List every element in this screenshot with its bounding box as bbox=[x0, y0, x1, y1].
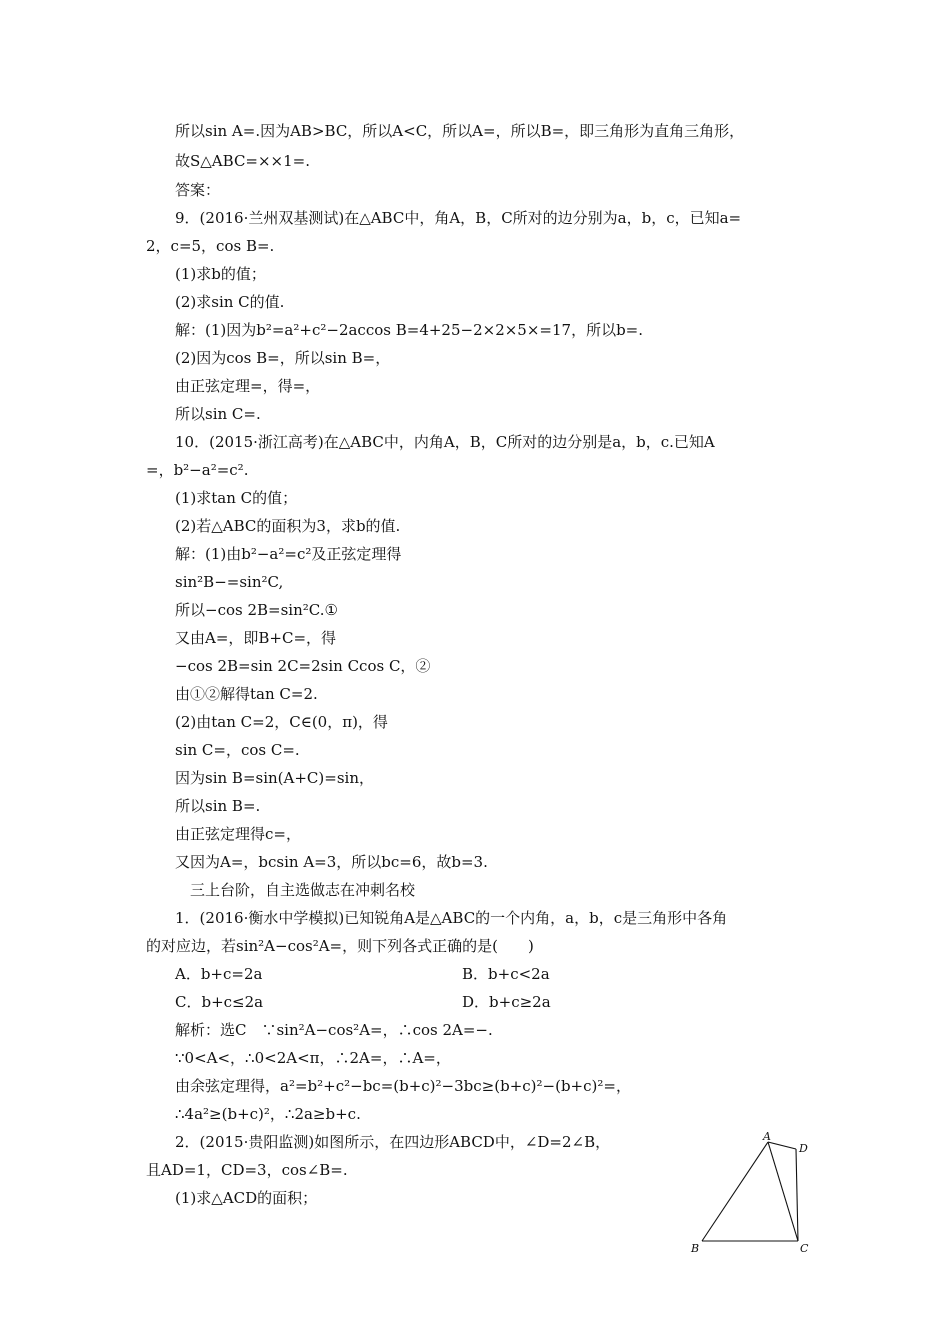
option-a: A．b+c=2a bbox=[175, 965, 263, 983]
text-line: 答案： bbox=[175, 181, 221, 199]
option-c: C．b+c≤2a bbox=[175, 993, 264, 1011]
text-line: 2，c=5，cos B=. bbox=[146, 237, 275, 255]
text-line: ∵0<A<，∴0<2A<π，∴2A=，∴A=， bbox=[175, 1049, 451, 1067]
text-line: 由正弦定理=，得=， bbox=[175, 377, 321, 395]
text-line: (2)由tan C=2，C∈(0，π)，得 bbox=[175, 713, 388, 731]
text-line: sin C=，cos C=. bbox=[175, 741, 300, 759]
problem-9-heading: 9．(2016·兰州双基测试)在△ABC中，角A，B，C所对的边分别为a，b，c，已知a= bbox=[175, 209, 742, 227]
text-line: 解析：选C ∵sin²A−cos²A=，∴cos 2A=−. bbox=[175, 1021, 493, 1039]
text-line: 又因为A=，bcsin A=3，所以bc=6，故b=3. bbox=[175, 853, 488, 871]
text-line: 由余弦定理得，a²=b²+c²−bc=(b+c)²−3bc≥(b+c)²−(b+c)²=， bbox=[175, 1077, 631, 1095]
text-line: −cos 2B=sin 2C=2sin Ccos C，② bbox=[175, 657, 431, 675]
text-line: (1)求b的值； bbox=[175, 265, 266, 283]
vertex-label-a: A bbox=[763, 1130, 771, 1143]
edge-dc bbox=[796, 1149, 798, 1241]
problem-1-heading: 1．(2016·衡水中学模拟)已知锐角A是△ABC的一个内角，a，b，c是三角形中各角 bbox=[175, 909, 728, 927]
text-line: (1)求△ACD的面积； bbox=[175, 1189, 318, 1207]
option-b: B．b+c<2a bbox=[462, 965, 550, 983]
option-d: D．b+c≥2a bbox=[462, 993, 551, 1011]
vertex-label-b: B bbox=[691, 1242, 700, 1255]
text-line: =，b²−a²=c². bbox=[146, 461, 249, 479]
edge-ac bbox=[768, 1142, 798, 1241]
problem-2-heading: 2．(2015·贵阳监测)如图所示，在四边形ABCD中，∠D=2∠B， bbox=[175, 1133, 611, 1151]
edge-ad bbox=[768, 1142, 796, 1149]
text-line: 解：(1)由b²−a²=c²及正弦定理得 bbox=[175, 545, 402, 563]
text-line: 由正弦定理得c=， bbox=[175, 825, 301, 843]
vertex-label-d: D bbox=[799, 1142, 808, 1155]
text-line: 且AD=1，CD=3，cos∠B=. bbox=[146, 1161, 348, 1179]
text-line: 的对应边，若sin²A−cos²A=，则下列各式正确的是( ) bbox=[146, 937, 534, 955]
text-line: 所以sin A=.因为AB>BC，所以A<C，所以A=，所以B=，即三角形为直角三角形， bbox=[175, 122, 745, 140]
problem-10-heading: 10．(2015·浙江高考)在△ABC中，内角A，B，C所对的边分别是a，b，c.已知A bbox=[175, 433, 715, 451]
text-line: 所以−cos 2B=sin²C.① bbox=[175, 601, 338, 619]
text-line: 故S△ABC=××1=. bbox=[175, 152, 311, 170]
text-line: 又由A=，即B+C=，得 bbox=[175, 629, 337, 647]
text-line: 解：(1)因为b²=a²+c²−2accos B=4+25−2×2×5×=17，所以b=. bbox=[175, 321, 644, 339]
text-line: (2)若△ABC的面积为3，求b的值. bbox=[175, 517, 401, 535]
section-heading: 三上台阶，自主选做志在冲刺名校 bbox=[190, 881, 416, 899]
quadrilateral-figure bbox=[688, 1128, 816, 1256]
edge-ab bbox=[702, 1142, 768, 1241]
text-line: (2)求sin C的值. bbox=[175, 293, 285, 311]
text-line: 所以sin C=. bbox=[175, 405, 261, 423]
vertex-label-c: C bbox=[800, 1242, 809, 1255]
text-line: (2)因为cos B=，所以sin B=， bbox=[175, 349, 391, 367]
text-line: (1)求tan C的值； bbox=[175, 489, 298, 507]
text-line: 由①②解得tan C=2. bbox=[175, 685, 318, 703]
text-line: sin²B−=sin²C, bbox=[175, 573, 284, 591]
text-line: 因为sin B=sin(A+C)=sin， bbox=[175, 769, 374, 787]
text-line: 所以sin B=. bbox=[175, 797, 261, 815]
text-line: ∴4a²≥(b+c)²，∴2a≥b+c. bbox=[175, 1105, 361, 1123]
